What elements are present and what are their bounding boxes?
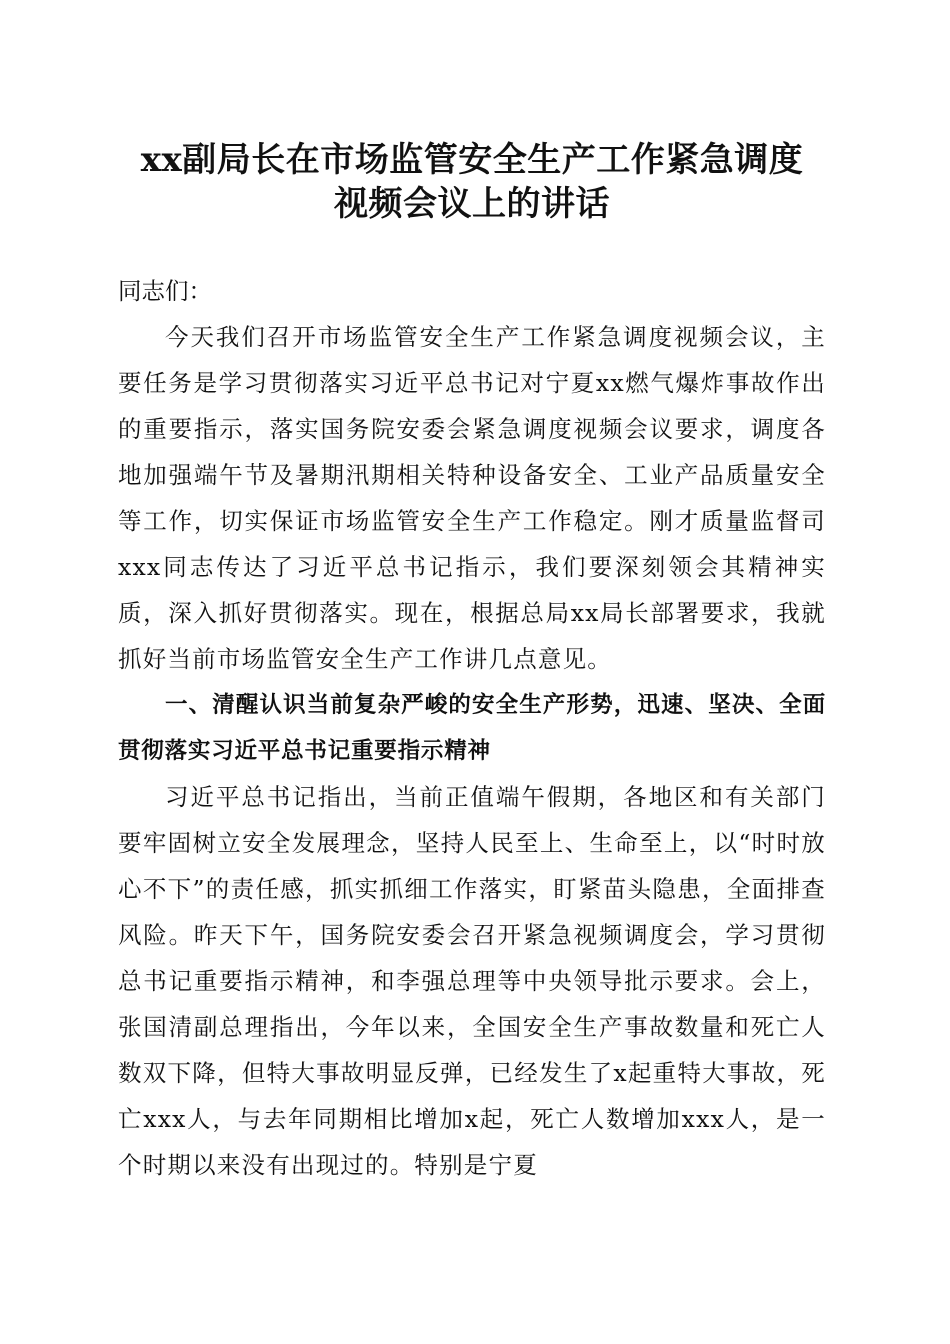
title-line-1: xx副局长在市场监管安全生产工作紧急调度 [140, 140, 804, 180]
title-line-2: 视频会议上的讲话 [334, 184, 610, 224]
document-title [118, 138, 826, 226]
section-heading-1: 一、清醒认识当前复杂严峻的安全生产形势，迅速、坚决、全面贯彻落实习近平总书记重要指示精神 [118, 692, 826, 764]
paragraph-section-1: 习近平总书记指出，当前正值端午假期，各地区和有关部门要牢固树立安全发展理念，坚持人民至上、生命至上，以“时时放心不下”的责任感，抓实抓细工作落实，盯紧苗头隐患，全面排查风险。昨天下午，国务院安委会召开紧急视频调度会，学习贯彻总书记重要指示精神，和李强总理等中央领导批示要求。会上，张国清副总理指出，今年以来，全国安全生产事故数量和死亡人数双下降，但特大事故明显反弹，已经发生了x起重特大事故，死亡xxx人，与去年同期相比增加x起，死亡人数增加xxx人，是一个时期以来没有出现过的。特别是宁夏 [118, 783, 826, 1179]
document-page [118, 138, 826, 1188]
paragraph-intro: 今天我们召开市场监管安全生产工作紧急调度视频会议，主要任务是学习贯彻落实习近平总书记对宁夏xx燃气爆炸事故作出的重要指示，落实国务院安委会紧急调度视频会议要求，调度各地加强端午节及暑期汛期相关特种设备安全、工业产品质量安全等工作，切实保证市场监管安全生产工作稳定。刚才质量监督司xxx同志传达了习近平总书记指示，我们要深刻领会其精神实质，深入抓好贯彻落实。现在，根据总局xx局长部署要求，我就抓好当前市场监管安全生产工作讲几点意见。 [118, 323, 826, 673]
salutation: 同志们： [118, 277, 212, 305]
